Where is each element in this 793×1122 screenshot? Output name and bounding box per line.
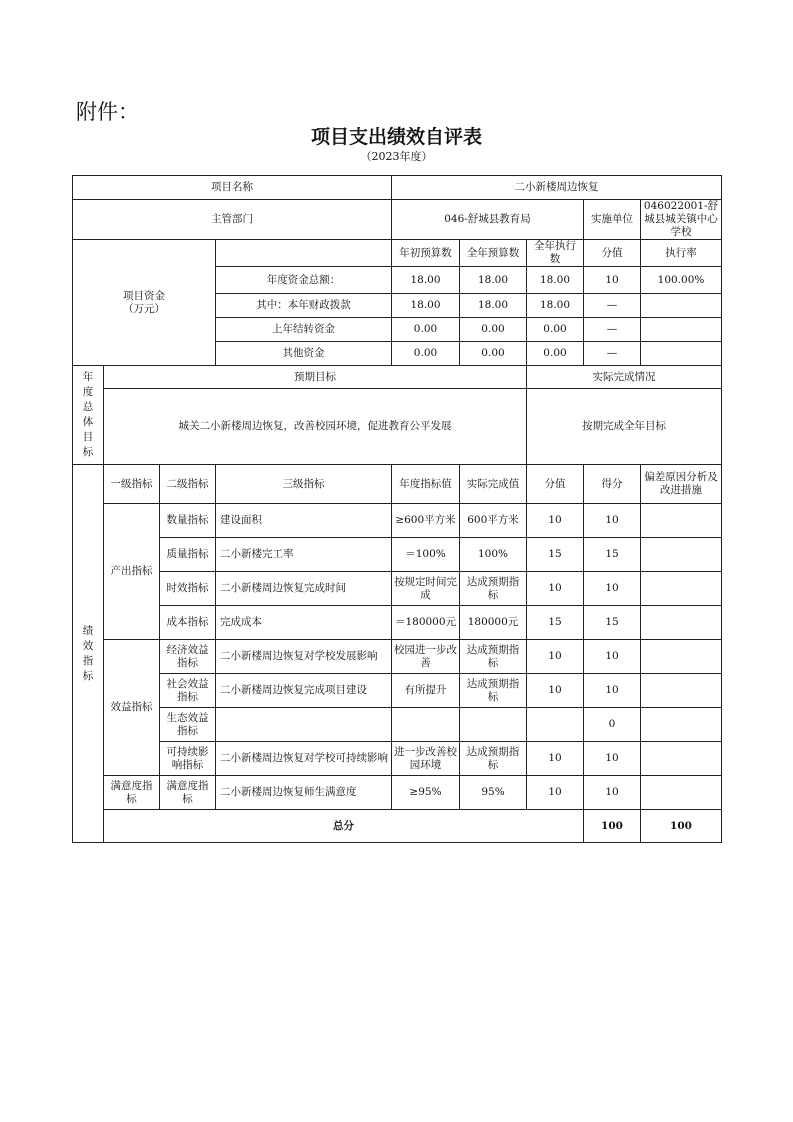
indicator-actual: 180000元	[460, 606, 527, 640]
indicator-level2: 社会效益指标	[160, 674, 216, 708]
total-row	[73, 810, 722, 843]
indicator-value: 15	[527, 538, 584, 572]
project-name-row	[73, 176, 722, 200]
expected-goal-label: 预期目标	[104, 366, 527, 389]
department-row	[73, 200, 722, 240]
indicator-level2: 数量指标	[160, 504, 216, 538]
indicator-deviation	[641, 708, 722, 742]
level1-output: 产出指标	[104, 504, 160, 640]
indicator-level3: 完成成本	[216, 606, 392, 640]
funds-col-rate: 执行率	[641, 240, 722, 267]
level1-benefit: 效益指标	[104, 640, 160, 776]
indicator-target: ≥95%	[392, 776, 460, 810]
indicator-actual: 100%	[460, 538, 527, 572]
project-name-value: 二小新楼周边恢复	[392, 176, 722, 200]
indicator-level2: 可持续影响指标	[160, 742, 216, 776]
indicator-target: 校园进一步改善	[392, 640, 460, 674]
indicator-row	[73, 606, 722, 640]
funds-label: 项目资金	[123, 289, 165, 302]
goals-header-row	[73, 366, 722, 389]
funds-row-label: 上年结转资金	[216, 318, 392, 342]
annual-goal-label: 年度总体目标	[73, 366, 104, 465]
indicator-col-level3: 三级指标	[216, 465, 392, 504]
funds-row-executed: 18.00	[527, 294, 584, 318]
funds-row-rate	[641, 294, 722, 318]
funds-unit: （万元）	[123, 302, 165, 315]
indicator-value	[527, 708, 584, 742]
indicator-row	[73, 538, 722, 572]
indicator-value: 10	[527, 776, 584, 810]
indicator-col-target: 年度指标值	[392, 465, 460, 504]
indicator-row	[73, 572, 722, 606]
indicator-target: 有所提升	[392, 674, 460, 708]
level1-satisfaction: 满意度指标	[104, 776, 160, 810]
indicator-level3: 二小新楼周边恢复对学校发展影响	[216, 640, 392, 674]
indicator-value: 10	[527, 640, 584, 674]
indicator-value: 10	[527, 504, 584, 538]
indicator-target	[392, 708, 460, 742]
indicator-value: 10	[527, 572, 584, 606]
goals-content-row	[73, 389, 722, 465]
page-title: 项目支出绩效自评表	[310, 126, 482, 148]
indicator-row	[73, 742, 722, 776]
indicator-target: ＝100%	[392, 538, 460, 572]
implementing-unit-label: 实施单位	[584, 200, 641, 240]
indicator-row	[73, 640, 722, 674]
funds-col-executed: 全年执行数	[527, 240, 584, 267]
department-value: 046-舒城县教育局	[392, 200, 584, 240]
indicator-col-level2: 二级指标	[160, 465, 216, 504]
funds-row-annual: 0.00	[460, 342, 527, 366]
funds-row-executed: 0.00	[527, 318, 584, 342]
funds-row-initial: 18.00	[392, 267, 460, 294]
funds-row-label: 年度资金总额：	[216, 267, 392, 294]
expected-goal-text: 城关二小新楼周边恢复，改善校园环境，促进教育公平发展	[104, 389, 527, 465]
indicator-value: 15	[527, 606, 584, 640]
funds-row-initial: 0.00	[392, 342, 460, 366]
indicator-level2: 经济效益指标	[160, 640, 216, 674]
funds-row-rate: 100.00%	[641, 267, 722, 294]
indicator-col-actual: 实际完成值	[460, 465, 527, 504]
funds-label-cell	[73, 240, 216, 366]
indicator-header-row	[73, 465, 722, 504]
funds-col-annual: 全年预算数	[460, 240, 527, 267]
funds-row-score-value: —	[584, 294, 641, 318]
implementing-unit-value: 046022001-舒城县城关镇中心学校	[641, 200, 722, 240]
project-name-label: 项目名称	[73, 176, 392, 200]
indicator-score: 15	[584, 538, 641, 572]
indicator-level3: 二小新楼周边恢复完成时间	[216, 572, 392, 606]
indicator-target: ＝180000元	[392, 606, 460, 640]
funds-col-initial: 年初预算数	[392, 240, 460, 267]
indicator-score: 0	[584, 708, 641, 742]
indicator-actual: 达成预期指标	[460, 572, 527, 606]
funds-row-rate	[641, 342, 722, 366]
indicator-col-deviation: 偏差原因分析及改进措施	[641, 465, 722, 504]
funds-row-score-value: 10	[584, 267, 641, 294]
funds-row-executed: 0.00	[527, 342, 584, 366]
indicator-row	[73, 708, 722, 742]
actual-completion-text: 按期完成全年目标	[527, 389, 722, 465]
total-label: 总分	[104, 810, 584, 843]
performance-indicator-label: 绩效指标	[73, 465, 104, 843]
funds-header-row	[73, 240, 722, 267]
indicator-score: 10	[584, 572, 641, 606]
indicator-deviation	[641, 776, 722, 810]
funds-row-initial: 0.00	[392, 318, 460, 342]
funds-row-rate	[641, 318, 722, 342]
indicator-deviation	[641, 538, 722, 572]
funds-row-score-value: —	[584, 318, 641, 342]
funds-row-score-value: —	[584, 342, 641, 366]
indicator-actual: 达成预期指标	[460, 674, 527, 708]
indicator-row	[73, 674, 722, 708]
indicator-actual: 达成预期指标	[460, 640, 527, 674]
indicator-deviation	[641, 606, 722, 640]
report-year: （2023年度）	[360, 150, 433, 163]
indicator-col-level1: 一级指标	[104, 465, 160, 504]
funds-row-executed: 18.00	[527, 267, 584, 294]
total-score: 100	[641, 810, 722, 843]
indicator-deviation	[641, 674, 722, 708]
indicator-score: 10	[584, 742, 641, 776]
indicator-actual: 达成预期指标	[460, 742, 527, 776]
department-label: 主管部门	[73, 200, 392, 240]
indicator-level2: 成本指标	[160, 606, 216, 640]
indicator-level2: 时效指标	[160, 572, 216, 606]
indicator-score: 10	[584, 640, 641, 674]
funds-row-initial: 18.00	[392, 294, 460, 318]
indicator-level2: 质量指标	[160, 538, 216, 572]
funds-row-annual: 18.00	[460, 294, 527, 318]
indicator-level2: 生态效益指标	[160, 708, 216, 742]
indicator-deviation	[641, 742, 722, 776]
indicator-score: 10	[584, 776, 641, 810]
indicator-score: 10	[584, 674, 641, 708]
indicator-level3: 建设面积	[216, 504, 392, 538]
funds-row-annual: 0.00	[460, 318, 527, 342]
indicator-row	[73, 504, 722, 538]
indicator-target: 进一步改善校园环境	[392, 742, 460, 776]
indicator-score: 10	[584, 504, 641, 538]
indicator-deviation	[641, 572, 722, 606]
indicator-actual: 95%	[460, 776, 527, 810]
indicator-level3: 二小新楼周边恢复完成项目建设	[216, 674, 392, 708]
indicator-actual: 600平方米	[460, 504, 527, 538]
indicator-deviation	[641, 640, 722, 674]
attachment-label: 附件：	[76, 100, 139, 124]
indicator-level3: 二小新楼完工率	[216, 538, 392, 572]
indicator-row	[73, 776, 722, 810]
indicator-level3: 二小新楼周边恢复对学校可持续影响	[216, 742, 392, 776]
actual-completion-label: 实际完成情况	[527, 366, 722, 389]
funds-row-label: 其中：本年财政拨款	[216, 294, 392, 318]
funds-col-score-value: 分值	[584, 240, 641, 267]
funds-row-label: 其他资金	[216, 342, 392, 366]
indicator-level2: 满意度指标	[160, 776, 216, 810]
total-value: 100	[584, 810, 641, 843]
indicator-actual	[460, 708, 527, 742]
indicator-col-value: 分值	[527, 465, 584, 504]
funds-row-annual: 18.00	[460, 267, 527, 294]
indicator-target: ≥600平方米	[392, 504, 460, 538]
indicator-target: 按规定时间完成	[392, 572, 460, 606]
indicator-value: 10	[527, 674, 584, 708]
funds-header-blank	[216, 240, 392, 267]
indicator-deviation	[641, 504, 722, 538]
indicator-level3: 二小新楼周边恢复师生满意度	[216, 776, 392, 810]
indicator-score: 15	[584, 606, 641, 640]
self-evaluation-table	[72, 175, 722, 843]
indicator-value: 10	[527, 742, 584, 776]
indicator-level3	[216, 708, 392, 742]
indicator-col-score: 得分	[584, 465, 641, 504]
